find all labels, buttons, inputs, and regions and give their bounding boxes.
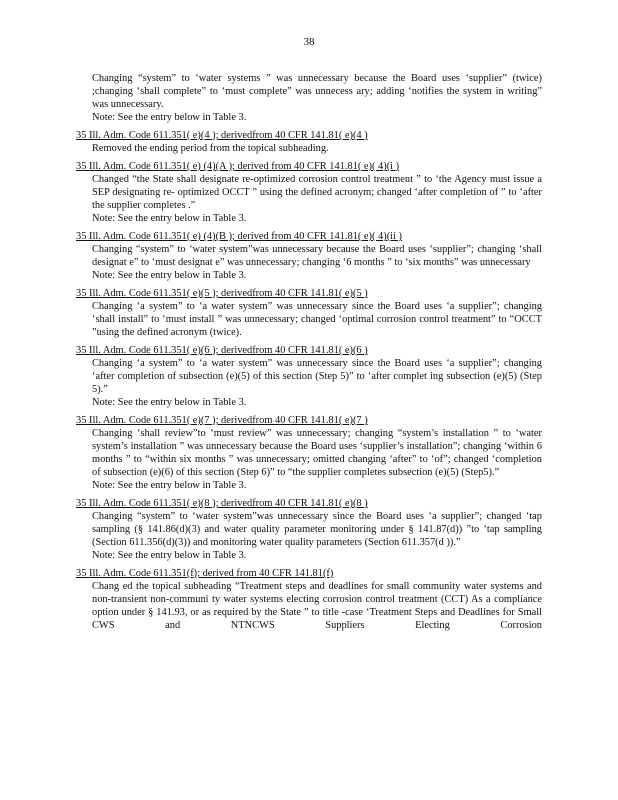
entry-note: Note: See the entry below in Table 3. (92, 480, 247, 491)
intro-block (76, 72, 542, 124)
entry-citation-heading: 35 Ill. Adm. Code 611.351( e)(4 ); derivedfrom 40 CFR 141.81( e)(4 ) (76, 130, 368, 141)
entry-body (76, 243, 542, 282)
entry-paragraph: Changed “the State shall designate re-optimized corrosion control treatment ” to ‘the Agency must issue a SEP designating re- optimized OCCT ” using the defined acronym; changed ‘after completion of ” to ‘after the supplier completes .” (92, 174, 542, 211)
entry-note: Note: See the entry below in Table 3. (92, 213, 247, 224)
entry-body (76, 173, 542, 225)
entry-body (76, 300, 542, 339)
entry-citation-heading: 35 Ill. Adm. Code 611.351(f); derived from 40 CFR 141.81(f) (76, 568, 334, 579)
entry-paragraph: Changing “system” to ‘water system”was unnecessary since the Board uses ‘a supplier”; changed ‘tap sampling (§ 141.86(d)(3) and water quality parameter monitoring under § 141.87(d)) ”to ‘tap sampling (Section 611.356(d)(3)) and monitoring water quality parameters (Section 611.357(d )).” (92, 511, 542, 548)
entry-paragraph: Chang ed the topical subheading “Treatment steps and deadlines for small community water systems and non-transient non-communi ty water systems electing corrosion control treatment (CCT) As a compliance option under § 141.93, or as required by the State ” to title -case ‘Treatment Steps and Deadlines for Small CWS and NTNCWS Suppliers Electing Corrosion (92, 581, 542, 631)
table-entry (76, 497, 542, 562)
table-entry (76, 230, 542, 282)
entry-citation-heading: 35 Ill. Adm. Code 611.351( e)(8 ); derivedfrom 40 CFR 141.81( e)(8 ) (76, 498, 368, 509)
entry-paragraph: Changing ‘a system” to ‘a water system” was unnecessary since the Board uses ‘a supplier”; changing ‘after completion of subsection (e)(5) of this section (Step 5)” to ‘after complet ing subsection (e)(5) (Step 5).” (92, 358, 542, 395)
table-entry (76, 567, 542, 632)
table-entry (76, 287, 542, 339)
entry-paragraph: Changing ‘a system” to ‘a water system” was unnecessary since the Board uses ‘a supplier”; changing ‘shall install” to ‘must install ” was unnecessary; changed ‘optimal corrosion control treatment” to “OCCT ”using the defined acronym (twice). (92, 301, 542, 338)
entry-note: Note: See the entry below in Table 3. (92, 397, 247, 408)
entry-body (76, 580, 542, 632)
table-entry (76, 344, 542, 409)
entry-body (76, 357, 542, 409)
entry-citation-heading: 35 Ill. Adm. Code 611.351( e) (4)(B ); derived from 40 CFR 141.81( e)( 4)(ii ) (76, 231, 402, 242)
entry-citation-heading: 35 Ill. Adm. Code 611.351( e)(5 ); derivedfrom 40 CFR 141.81( e)(5 ) (76, 288, 368, 299)
table-entry (76, 414, 542, 492)
entry-note: Note: See the entry below in Table 3. (92, 270, 247, 281)
page-number: 38 (303, 36, 315, 48)
document-body (76, 72, 542, 632)
entry-note: Note: See the entry below in Table 3. (92, 550, 247, 561)
intro-paragraph: Changing “system” to ‘water systems ” was unnecessary because the Board uses ‘supplier” (twice) ;changing ‘shall complete” to ‘must complete” was unnecess ary; adding ‘notifies the system in writing” was unnecessary. (92, 73, 542, 110)
entry-citation-heading: 35 Ill. Adm. Code 611.351( e)(6 ); derivedfrom 40 CFR 141.81( e)(6 ) (76, 345, 368, 356)
entries-list (76, 129, 542, 632)
entry-paragraph: Changing “system” to ‘water system”was unnecessary because the Board uses ‘supplier”; changing ‘shall designat e” to ‘must designat e” was unnecessary; changing ‘6 months ” to ‘six months” was unnecessary (92, 244, 542, 268)
intro-note: Note: See the entry below in Table 3. (92, 112, 247, 123)
entry-body (76, 510, 542, 562)
entry-body (76, 427, 542, 492)
entry-paragraph: Changing ‘shall review”to ‘must review” was unnecessary; changing “system’s installation ” to ‘water system’s installation ” was unnecessary because the Board uses ‘supplier’s installation”; changing ‘within 6 months ” to “within six months ” was unnecessary; omitted changing ‘after” to ‘of”; changed ‘completion of subsection (e)(6) of this section (Step 6)” to “the supplier completes subsection (e)(5) (Step5).” (92, 428, 542, 478)
table-entry (76, 160, 542, 225)
table-entry (76, 129, 542, 155)
entry-paragraph: Removed the ending period from the topical subheading. (92, 143, 329, 154)
entry-citation-heading: 35 Ill. Adm. Code 611.351( e)(7 ); derivedfrom 40 CFR 141.81( e)(7 ) (76, 415, 368, 426)
entry-citation-heading: 35 Ill. Adm. Code 611.351( e) (4)(A ); derived from 40 CFR 141.81( e)( 4)(i ) (76, 161, 400, 172)
entry-body (76, 142, 542, 155)
